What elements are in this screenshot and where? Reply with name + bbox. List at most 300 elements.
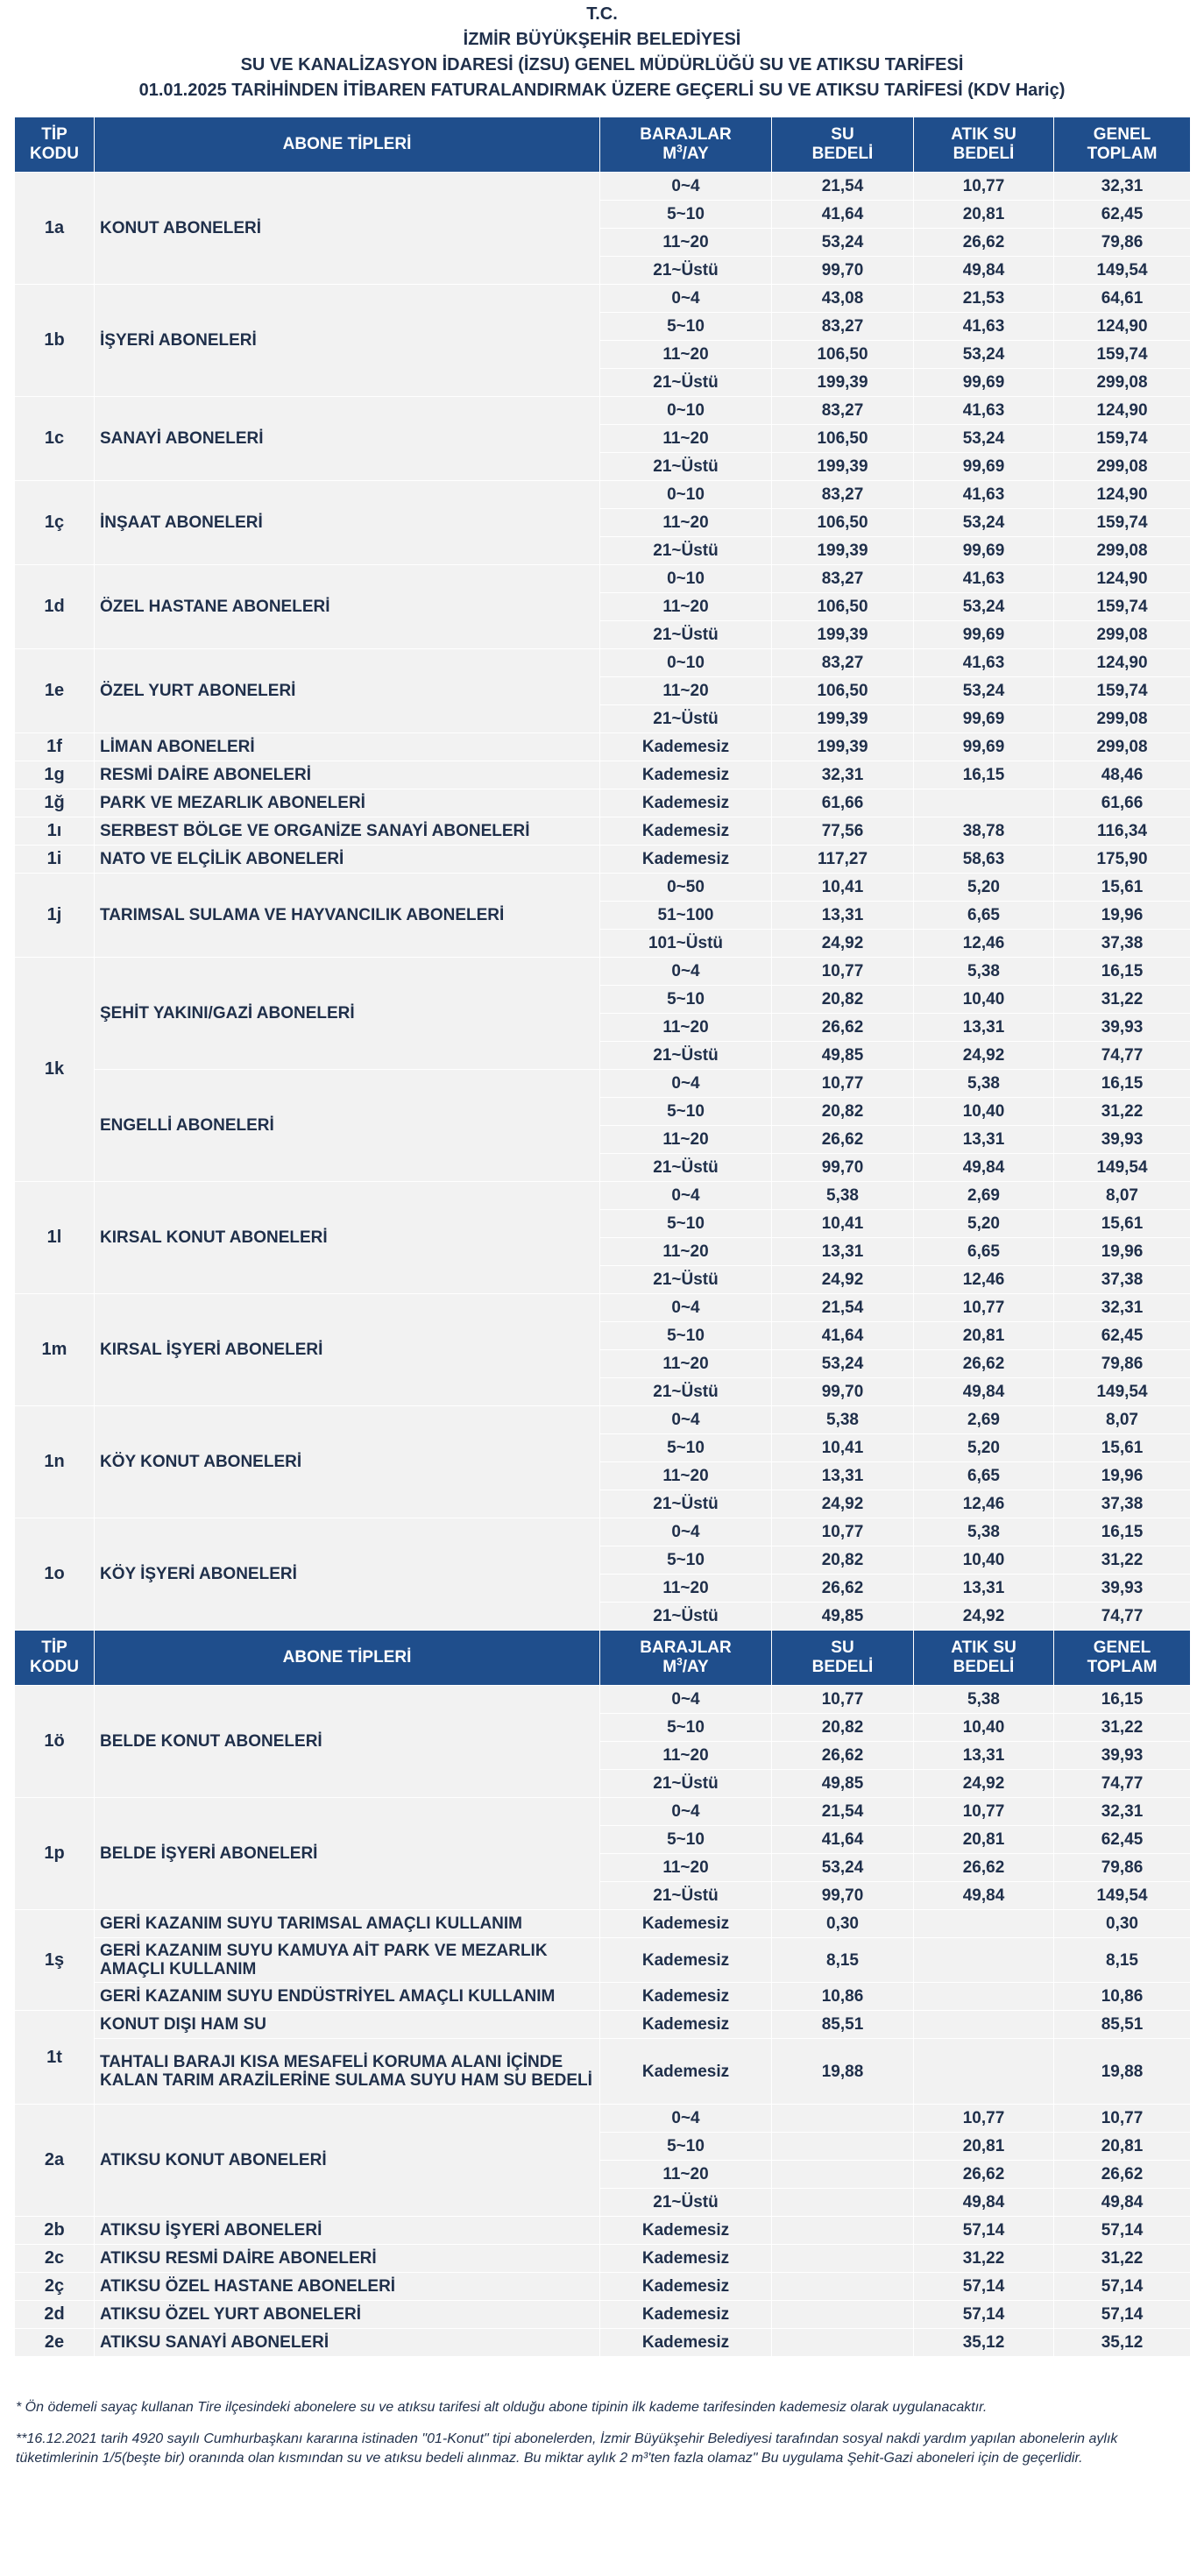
tip-code: 1ş: [15, 1910, 95, 2011]
water-fee: 10,77: [772, 1686, 914, 1714]
wastewater-fee: 35,12: [914, 2329, 1054, 2357]
table-row: [15, 958, 1191, 986]
consumption-range: Kademesiz: [600, 733, 772, 761]
consumption-range: Kademesiz: [600, 2329, 772, 2357]
water-fee: 24,92: [772, 930, 914, 958]
water-fee: 10,41: [772, 1210, 914, 1238]
water-fee: 83,27: [772, 565, 914, 593]
water-fee: 5,38: [772, 1182, 914, 1210]
consumption-range: 11~20: [600, 1742, 772, 1770]
consumption-range: 21~Üstü: [600, 369, 772, 397]
subscriber-type: GERİ KAZANIM SUYU TARIMSAL AMAÇLI KULLANIM: [95, 1910, 600, 1938]
wastewater-fee: 99,69: [914, 733, 1054, 761]
wastewater-fee: 10,40: [914, 1098, 1054, 1126]
total-fee: 10,77: [1054, 2105, 1191, 2133]
water-fee: 26,62: [772, 1126, 914, 1154]
total-fee: 79,86: [1054, 229, 1191, 257]
header-subscriber-type-line-1: ABONE TİPLERİ: [282, 135, 412, 153]
table-row: [15, 1910, 1191, 1938]
tip-code: 1ç: [15, 481, 95, 565]
water-fee: 41,64: [772, 1826, 914, 1854]
water-fee: 43,08: [772, 285, 914, 313]
wastewater-fee: 12,46: [914, 1266, 1054, 1294]
consumption-range: 101~Üstü: [600, 930, 772, 958]
consumption-range: 21~Üstü: [600, 1882, 772, 1910]
header-total-line-2: TOPLAM: [1087, 145, 1158, 163]
total-fee: 64,61: [1054, 285, 1191, 313]
total-fee: 74,77: [1054, 1042, 1191, 1070]
wastewater-fee: 5,20: [914, 1434, 1054, 1462]
tip-code: 1k: [15, 958, 95, 1182]
water-fee: 117,27: [772, 846, 914, 874]
water-fee: [772, 2189, 914, 2217]
consumption-range: 5~10: [600, 1826, 772, 1854]
table-row: [15, 481, 1191, 509]
consumption-range: 11~20: [600, 425, 772, 453]
consumption-range: 11~20: [600, 1854, 772, 1882]
water-fee: 49,85: [772, 1042, 914, 1070]
header-water-fee: [772, 117, 914, 173]
tip-code: 1o: [15, 1518, 95, 1631]
subscriber-type: ATIKSU RESMİ DAİRE ABONELERİ: [95, 2245, 600, 2273]
subscriber-type: ATIKSU ÖZEL HASTANE ABONELERİ: [95, 2273, 600, 2301]
consumption-range: 0~4: [600, 1406, 772, 1434]
table-row: [15, 397, 1191, 425]
wastewater-fee: 49,84: [914, 1882, 1054, 1910]
water-fee: 0,30: [772, 1910, 914, 1938]
table-row: [15, 649, 1191, 677]
subscriber-type: ÖZEL HASTANE ABONELERİ: [95, 565, 600, 649]
water-fee: 85,51: [772, 2011, 914, 2039]
subscriber-type: KÖY KONUT ABONELERİ: [95, 1406, 600, 1518]
table-row: [15, 874, 1191, 902]
water-fee: 13,31: [772, 1238, 914, 1266]
wastewater-fee: 24,92: [914, 1042, 1054, 1070]
consumption-range: Kademesiz: [600, 2039, 772, 2105]
total-fee: 20,81: [1054, 2133, 1191, 2161]
total-fee: 149,54: [1054, 1154, 1191, 1182]
total-fee: 124,90: [1054, 649, 1191, 677]
consumption-range: 11~20: [600, 229, 772, 257]
wastewater-fee: [914, 1983, 1054, 2011]
consumption-range: 21~Üstü: [600, 537, 772, 565]
water-fee: 32,31: [772, 761, 914, 789]
footnote-2: **16.12.2021 tarih 4920 sayılı Cumhurbaşkanı kararına istinaden "01-Konut" tipi abonelerden, İzmir Büyükşehir Belediyesi tarafından sosyal nakdi yardım yapılan abonelerin aylık tüketimlerinin 1/5(beşte bir) oranında olan kısmından su ve atıksu bedeli alınmaz. Bu miktar aylık 2 m³'ten fazla olamaz" Bu uygulama Şehit-Gazi aboneleri için de geçerlidir.: [16, 2431, 1118, 2466]
total-fee: 299,08: [1054, 733, 1191, 761]
tip-code: 1j: [15, 874, 95, 958]
wastewater-fee: 26,62: [914, 1350, 1054, 1378]
header-total-line-1: GENEL: [1093, 125, 1151, 144]
total-fee: 175,90: [1054, 846, 1191, 874]
tip-code: 1ı: [15, 817, 95, 846]
wastewater-fee: 5,20: [914, 874, 1054, 902]
subscriber-type: KÖY İŞYERİ ABONELERİ: [95, 1518, 600, 1631]
tip-code: 2e: [15, 2329, 95, 2357]
water-fee: 24,92: [772, 1490, 914, 1518]
total-fee: 124,90: [1054, 481, 1191, 509]
water-fee: 10,41: [772, 874, 914, 902]
header-code-line-1: TİP: [41, 125, 67, 144]
wastewater-fee: 10,40: [914, 1714, 1054, 1742]
water-fee: 49,85: [772, 1603, 914, 1631]
wastewater-fee: 13,31: [914, 1014, 1054, 1042]
tip-code: 1l: [15, 1182, 95, 1294]
wastewater-fee: 57,14: [914, 2273, 1054, 2301]
water-fee: [772, 2245, 914, 2273]
water-fee: 106,50: [772, 593, 914, 621]
wastewater-fee: 10,77: [914, 1798, 1054, 1826]
consumption-range: 0~4: [600, 285, 772, 313]
consumption-range: 5~10: [600, 201, 772, 229]
total-fee: 31,22: [1054, 1098, 1191, 1126]
total-fee: 159,74: [1054, 509, 1191, 537]
water-fee: 99,70: [772, 1154, 914, 1182]
title-line-1: T.C.: [586, 4, 618, 24]
consumption-range: 21~Üstü: [600, 1266, 772, 1294]
total-fee: 116,34: [1054, 817, 1191, 846]
consumption-range: 0~4: [600, 1798, 772, 1826]
total-fee: 159,74: [1054, 593, 1191, 621]
total-fee: 124,90: [1054, 565, 1191, 593]
water-fee: 199,39: [772, 621, 914, 649]
water-fee: 83,27: [772, 313, 914, 341]
consumption-range: 0~10: [600, 397, 772, 425]
table-row: [15, 2301, 1191, 2329]
total-fee: 57,14: [1054, 2217, 1191, 2245]
wastewater-fee: 49,84: [914, 257, 1054, 285]
subscriber-type: ATIKSU KONUT ABONELERİ: [95, 2105, 600, 2217]
wastewater-fee: [914, 789, 1054, 817]
consumption-range: Kademesiz: [600, 761, 772, 789]
subscriber-type: TAHTALI BARAJI KISA MESAFELİ KORUMA ALANI İÇİNDE KALAN TARIM ARAZİLERİNE SULAMA SUYU HAM SU BEDELİ: [95, 2039, 600, 2105]
total-fee: 299,08: [1054, 453, 1191, 481]
wastewater-fee: 5,38: [914, 1686, 1054, 1714]
subscriber-type: ATIKSU İŞYERİ ABONELERİ: [95, 2217, 600, 2245]
tip-code: 1ğ: [15, 789, 95, 817]
total-fee: 49,84: [1054, 2189, 1191, 2217]
total-fee: 39,93: [1054, 1575, 1191, 1603]
water-fee: 26,62: [772, 1575, 914, 1603]
consumption-range: 0~10: [600, 649, 772, 677]
subscriber-type: ENGELLİ ABONELERİ: [95, 1070, 600, 1182]
consumption-range: 5~10: [600, 986, 772, 1014]
consumption-range: 11~20: [600, 593, 772, 621]
wastewater-fee: 99,69: [914, 705, 1054, 733]
water-fee: 19,88: [772, 2039, 914, 2105]
consumption-range: 5~10: [600, 313, 772, 341]
tip-code: 2b: [15, 2217, 95, 2245]
total-fee: 32,31: [1054, 173, 1191, 201]
subscriber-type: KONUT DIŞI HAM SU: [95, 2011, 600, 2039]
table-row: [15, 2217, 1191, 2245]
consumption-range: 5~10: [600, 2133, 772, 2161]
tip-code: 2c: [15, 2245, 95, 2273]
total-fee: 8,15: [1054, 1938, 1191, 1983]
table-row: [15, 2105, 1191, 2133]
header-wastewater-fee-line-2: BEDELİ: [953, 145, 1015, 163]
consumption-range: Kademesiz: [600, 1983, 772, 2011]
wastewater-fee: 99,69: [914, 537, 1054, 565]
wastewater-fee: 10,77: [914, 1294, 1054, 1322]
wastewater-fee: 53,24: [914, 341, 1054, 369]
wastewater-fee: 24,92: [914, 1770, 1054, 1798]
water-fee: [772, 2217, 914, 2245]
water-fee: 199,39: [772, 453, 914, 481]
table-row: [15, 789, 1191, 817]
subscriber-type: ŞEHİT YAKINI/GAZİ ABONELERİ: [95, 958, 600, 1070]
header-subscriber-type: [95, 1631, 600, 1686]
subscriber-type: ATIKSU SANAYİ ABONELERİ: [95, 2329, 600, 2357]
subscriber-type: BELDE İŞYERİ ABONELERİ: [95, 1798, 600, 1910]
wastewater-fee: 49,84: [914, 2189, 1054, 2217]
wastewater-fee: 10,77: [914, 173, 1054, 201]
wastewater-fee: 5,38: [914, 958, 1054, 986]
header-range-label: BARAJLAR: [640, 1638, 732, 1657]
title-line-4: 01.01.2025 TARİHİNDEN İTİBAREN FATURALANDIRMAK ÜZERE GEÇERLİ SU VE ATIKSU TARİFESİ (KDV Hariç): [138, 81, 1066, 100]
total-fee: 124,90: [1054, 313, 1191, 341]
wastewater-fee: 16,15: [914, 761, 1054, 789]
consumption-range: 0~4: [600, 2105, 772, 2133]
water-fee: 10,41: [772, 1434, 914, 1462]
tip-code: 1g: [15, 761, 95, 789]
consumption-range: 5~10: [600, 1434, 772, 1462]
total-fee: 16,15: [1054, 1070, 1191, 1098]
header-range-label: BARAJLAR: [640, 125, 732, 144]
consumption-range: 5~10: [600, 1714, 772, 1742]
tip-code: 2ç: [15, 2273, 95, 2301]
water-fee: 8,15: [772, 1938, 914, 1983]
consumption-range: 0~4: [600, 1518, 772, 1546]
wastewater-fee: 10,40: [914, 986, 1054, 1014]
wastewater-fee: 26,62: [914, 229, 1054, 257]
total-fee: 85,51: [1054, 2011, 1191, 2039]
consumption-range: 11~20: [600, 2161, 772, 2189]
wastewater-fee: 53,24: [914, 593, 1054, 621]
wastewater-fee: [914, 1938, 1054, 1983]
water-fee: 106,50: [772, 341, 914, 369]
tip-code: 1p: [15, 1798, 95, 1910]
subscriber-type: GERİ KAZANIM SUYU ENDÜSTRİYEL AMAÇLI KULLANIM: [95, 1983, 600, 2011]
water-fee: 99,70: [772, 1882, 914, 1910]
consumption-range: 11~20: [600, 1014, 772, 1042]
water-fee: 21,54: [772, 173, 914, 201]
header-wastewater-fee-line-2: BEDELİ: [953, 1658, 1015, 1676]
wastewater-fee: 13,31: [914, 1126, 1054, 1154]
consumption-range: 21~Üstü: [600, 1378, 772, 1406]
water-fee: 106,50: [772, 425, 914, 453]
water-fee: 83,27: [772, 649, 914, 677]
total-fee: 74,77: [1054, 1603, 1191, 1631]
consumption-range: 11~20: [600, 1126, 772, 1154]
water-fee: 10,77: [772, 1518, 914, 1546]
tariff-table-body: [15, 117, 1191, 2357]
wastewater-fee: 99,69: [914, 621, 1054, 649]
wastewater-fee: 58,63: [914, 846, 1054, 874]
header-water-fee-line-2: BEDELİ: [811, 1658, 874, 1676]
wastewater-fee: 13,31: [914, 1575, 1054, 1603]
table-row: [15, 1686, 1191, 1714]
total-fee: 159,74: [1054, 425, 1191, 453]
wastewater-fee: 26,62: [914, 1854, 1054, 1882]
table-row: [15, 2011, 1191, 2039]
wastewater-fee: 5,38: [914, 1518, 1054, 1546]
total-fee: 32,31: [1054, 1294, 1191, 1322]
consumption-range: Kademesiz: [600, 2301, 772, 2329]
wastewater-fee: 12,46: [914, 1490, 1054, 1518]
consumption-range: 11~20: [600, 1462, 772, 1490]
total-fee: 39,93: [1054, 1126, 1191, 1154]
header-water-fee-line-1: SU: [831, 125, 854, 144]
wastewater-fee: 38,78: [914, 817, 1054, 846]
table-row: [15, 565, 1191, 593]
consumption-range: 5~10: [600, 1322, 772, 1350]
wastewater-fee: 13,31: [914, 1742, 1054, 1770]
subscriber-type: SANAYİ ABONELERİ: [95, 397, 600, 481]
header-wastewater-fee: [914, 1631, 1054, 1686]
wastewater-fee: 2,69: [914, 1182, 1054, 1210]
total-fee: 299,08: [1054, 537, 1191, 565]
subscriber-type: GERİ KAZANIM SUYU KAMUYA AİT PARK VE MEZARLIK AMAÇLI KULLANIM: [95, 1938, 600, 1983]
table-row: [15, 733, 1191, 761]
consumption-range: Kademesiz: [600, 1938, 772, 1983]
consumption-range: 11~20: [600, 1575, 772, 1603]
tip-code: 1c: [15, 397, 95, 481]
water-fee: 10,77: [772, 958, 914, 986]
subscriber-type: RESMİ DAİRE ABONELERİ: [95, 761, 600, 789]
tip-code: 2d: [15, 2301, 95, 2329]
total-fee: 57,14: [1054, 2273, 1191, 2301]
header-code-line-2: KODU: [30, 145, 79, 163]
header-water-fee-line-2: BEDELİ: [811, 145, 874, 163]
water-fee: 21,54: [772, 1294, 914, 1322]
subscriber-type: ÖZEL YURT ABONELERİ: [95, 649, 600, 733]
water-fee: 199,39: [772, 537, 914, 565]
consumption-range: Kademesiz: [600, 1910, 772, 1938]
tip-code: 1b: [15, 285, 95, 397]
total-fee: 159,74: [1054, 677, 1191, 705]
header-row: [15, 117, 1191, 173]
total-fee: 299,08: [1054, 369, 1191, 397]
wastewater-fee: 6,65: [914, 1238, 1054, 1266]
water-fee: [772, 2301, 914, 2329]
total-fee: 19,96: [1054, 1238, 1191, 1266]
total-fee: 31,22: [1054, 1546, 1191, 1575]
header-code-line-1: TİP: [41, 1638, 67, 1657]
water-fee: 26,62: [772, 1014, 914, 1042]
header-total: [1054, 117, 1191, 173]
table-row: [15, 2245, 1191, 2273]
header-code: [15, 1631, 95, 1686]
water-fee: 49,85: [772, 1770, 914, 1798]
header-total: [1054, 1631, 1191, 1686]
water-fee: 5,38: [772, 1406, 914, 1434]
header-row: [15, 1631, 1191, 1686]
consumption-range: 0~4: [600, 1686, 772, 1714]
total-fee: 0,30: [1054, 1910, 1191, 1938]
subscriber-type: SERBEST BÖLGE VE ORGANİZE SANAYİ ABONELERİ: [95, 817, 600, 846]
wastewater-fee: 20,81: [914, 2133, 1054, 2161]
table-row: [15, 1294, 1191, 1322]
water-fee: 10,77: [772, 1070, 914, 1098]
footnotes: [16, 2398, 1181, 2480]
subscriber-type: NATO VE ELÇİLİK ABONELERİ: [95, 846, 600, 874]
water-fee: 41,64: [772, 1322, 914, 1350]
water-fee: [772, 2329, 914, 2357]
total-fee: 31,22: [1054, 2245, 1191, 2273]
consumption-range: 0~4: [600, 1070, 772, 1098]
consumption-range: 5~10: [600, 1546, 772, 1575]
header-water-fee-line-1: SU: [831, 1638, 854, 1657]
wastewater-fee: 21,53: [914, 285, 1054, 313]
consumption-range: 0~10: [600, 565, 772, 593]
consumption-range: 0~10: [600, 481, 772, 509]
wastewater-fee: 12,46: [914, 930, 1054, 958]
total-fee: 124,90: [1054, 397, 1191, 425]
total-fee: 39,93: [1054, 1014, 1191, 1042]
table-row: [15, 2273, 1191, 2301]
subscriber-type: KIRSAL KONUT ABONELERİ: [95, 1182, 600, 1294]
table-row: [15, 173, 1191, 201]
total-fee: 37,38: [1054, 1266, 1191, 1294]
water-fee: 10,86: [772, 1983, 914, 2011]
header-wastewater-fee: [914, 117, 1054, 173]
wastewater-fee: 10,77: [914, 2105, 1054, 2133]
total-fee: 16,15: [1054, 1518, 1191, 1546]
wastewater-fee: [914, 1910, 1054, 1938]
subscriber-type: ATIKSU ÖZEL YURT ABONELERİ: [95, 2301, 600, 2329]
water-fee: 77,56: [772, 817, 914, 846]
water-fee: 13,31: [772, 1462, 914, 1490]
consumption-range: 0~4: [600, 958, 772, 986]
total-fee: 61,66: [1054, 789, 1191, 817]
consumption-range: 21~Üstü: [600, 453, 772, 481]
subscriber-type: BELDE KONUT ABONELERİ: [95, 1686, 600, 1798]
wastewater-fee: 41,63: [914, 565, 1054, 593]
header-subscriber-type-line-1: ABONE TİPLERİ: [282, 1648, 412, 1667]
total-fee: 19,88: [1054, 2039, 1191, 2105]
water-fee: 83,27: [772, 397, 914, 425]
consumption-range: 21~Üstü: [600, 1770, 772, 1798]
header-subscriber-type: [95, 117, 600, 173]
total-fee: 15,61: [1054, 1434, 1191, 1462]
water-fee: 20,82: [772, 1098, 914, 1126]
subscriber-type: KONUT ABONELERİ: [95, 173, 600, 285]
table-row: [15, 285, 1191, 313]
total-fee: 74,77: [1054, 1770, 1191, 1798]
header-range: [600, 117, 772, 173]
wastewater-fee: 53,24: [914, 509, 1054, 537]
wastewater-fee: 53,24: [914, 677, 1054, 705]
total-fee: 299,08: [1054, 705, 1191, 733]
total-fee: 37,38: [1054, 930, 1191, 958]
consumption-range: 0~4: [600, 1294, 772, 1322]
tip-code: 1f: [15, 733, 95, 761]
wastewater-fee: 24,92: [914, 1603, 1054, 1631]
water-fee: 99,70: [772, 257, 914, 285]
water-fee: 24,92: [772, 1266, 914, 1294]
consumption-range: 21~Üstü: [600, 1490, 772, 1518]
water-fee: 61,66: [772, 789, 914, 817]
total-fee: 149,54: [1054, 1882, 1191, 1910]
total-fee: 10,86: [1054, 1983, 1191, 2011]
table-row: [15, 846, 1191, 874]
tip-code: 1t: [15, 2011, 95, 2105]
consumption-range: 51~100: [600, 902, 772, 930]
header-range: [600, 1631, 772, 1686]
table-row: [15, 1406, 1191, 1434]
tip-code: 1ö: [15, 1686, 95, 1798]
tip-code: 1i: [15, 846, 95, 874]
